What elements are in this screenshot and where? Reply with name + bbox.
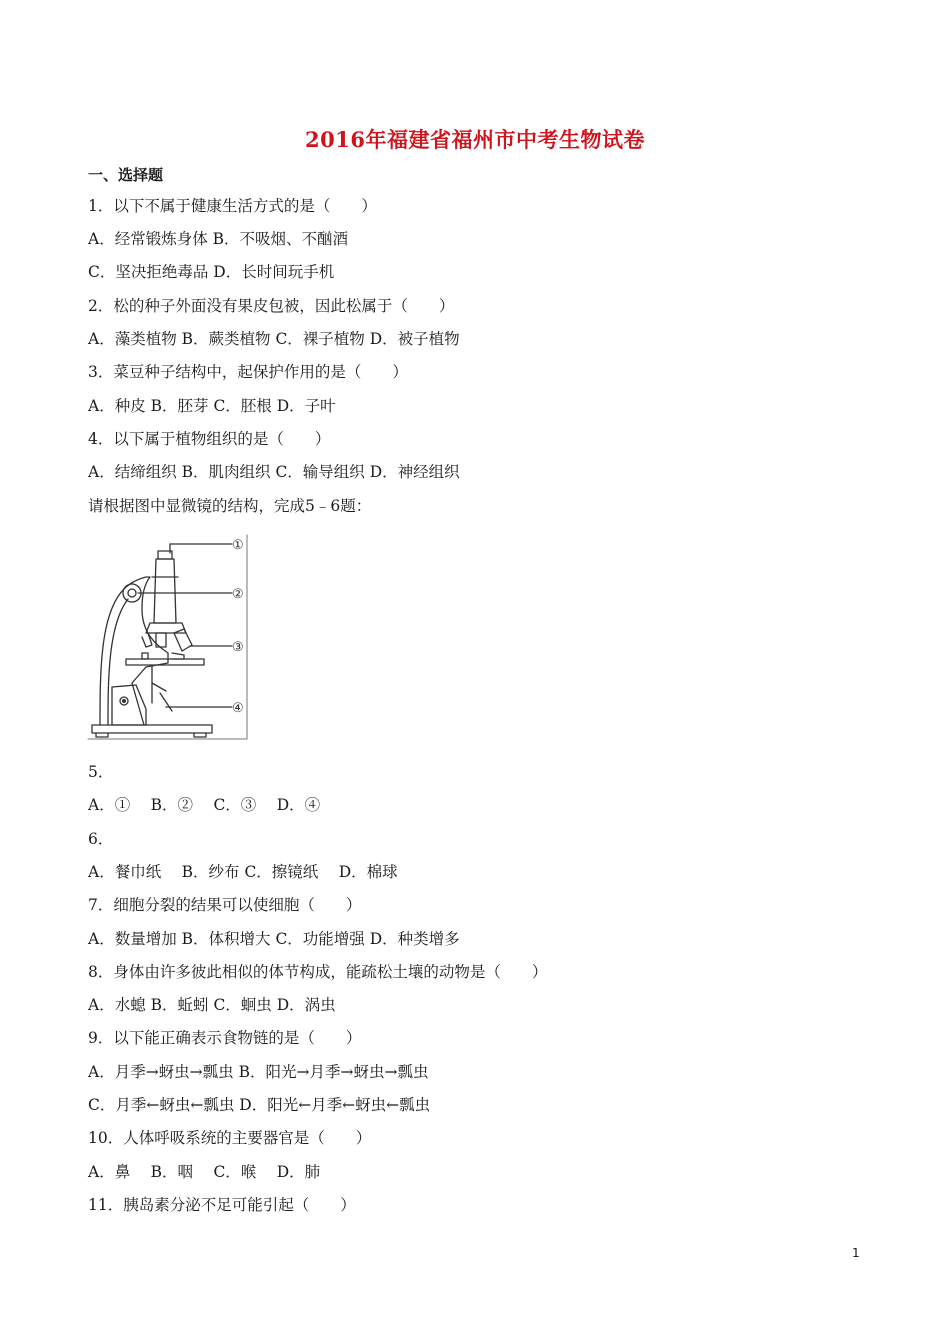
figure-label-2: ② (232, 587, 244, 602)
question-line: A．鼻 B．咽 C．喉 D．肺 (88, 1163, 321, 1181)
question-line: 4．以下属于植物组织的是（ ） (88, 430, 331, 448)
question-line: A．水螅 B．蚯蚓 C．蛔虫 D．涡虫 (88, 996, 336, 1014)
question-line: A．月季→蚜虫→瓢虫 B．阳光→月季→蚜虫→瓢虫 (88, 1063, 429, 1081)
question-line: A．数量增加 B．体积增大 C．功能增强 D．种类增多 (88, 930, 460, 948)
question-line: 7．细胞分裂的结果可以使细胞（ ） (88, 896, 362, 914)
question-line: A．种皮 B．胚芽 C．胚根 D．子叶 (88, 397, 336, 415)
figure-label-4: ④ (232, 701, 244, 716)
question-line: 10．人体呼吸系统的主要器官是（ ） (88, 1129, 372, 1147)
microscope-figure (86, 533, 248, 741)
figure-label-3: ③ (232, 640, 244, 655)
document-title: 2016年福建省福州市中考生物试卷 (305, 127, 645, 152)
figure-label-1: ① (232, 538, 244, 553)
question-line: 11．胰岛素分泌不足可能引起（ ） (88, 1196, 356, 1214)
question-line: 8．身体由许多彼此相似的体节构成，能疏松土壤的动物是（ ） (88, 963, 548, 981)
question-line: A．经常锻炼身体 B．不吸烟、不酗酒 (88, 230, 349, 248)
question-line: 3．菜豆种子结构中，起保护作用的是（ ） (88, 363, 408, 381)
question-line: A．藻类植物 B．蕨类植物 C．裸子植物 D．被子植物 (88, 330, 460, 348)
question-line: 5． (88, 763, 114, 781)
section-heading: 一、选择题 (88, 166, 164, 184)
question-line: 2．松的种子外面没有果皮包被，因此松属于（ ） (88, 297, 455, 315)
question-line: C．月季←蚜虫←瓢虫 D．阳光←月季←蚜虫←瓢虫 (88, 1096, 431, 1114)
question-line: 1．以下不属于健康生活方式的是（ ） (88, 197, 377, 215)
question-line: A．结缔组织 B．肌肉组织 C．输导组织 D．神经组织 (88, 463, 460, 481)
question-line: A．① B．② C．③ D．④ (88, 796, 321, 814)
question-line: C．坚决拒绝毒品 D．长时间玩手机 (88, 263, 335, 281)
question-line: A．餐巾纸 B．纱布 C．擦镜纸 D．棉球 (88, 863, 398, 881)
question-line: 6． (88, 830, 114, 848)
question-line: 请根据图中显微镜的结构，完成5﹣6题： (88, 497, 372, 515)
page-number: 1 (852, 1246, 860, 1260)
question-line: 9．以下能正确表示食物链的是（ ） (88, 1029, 362, 1047)
